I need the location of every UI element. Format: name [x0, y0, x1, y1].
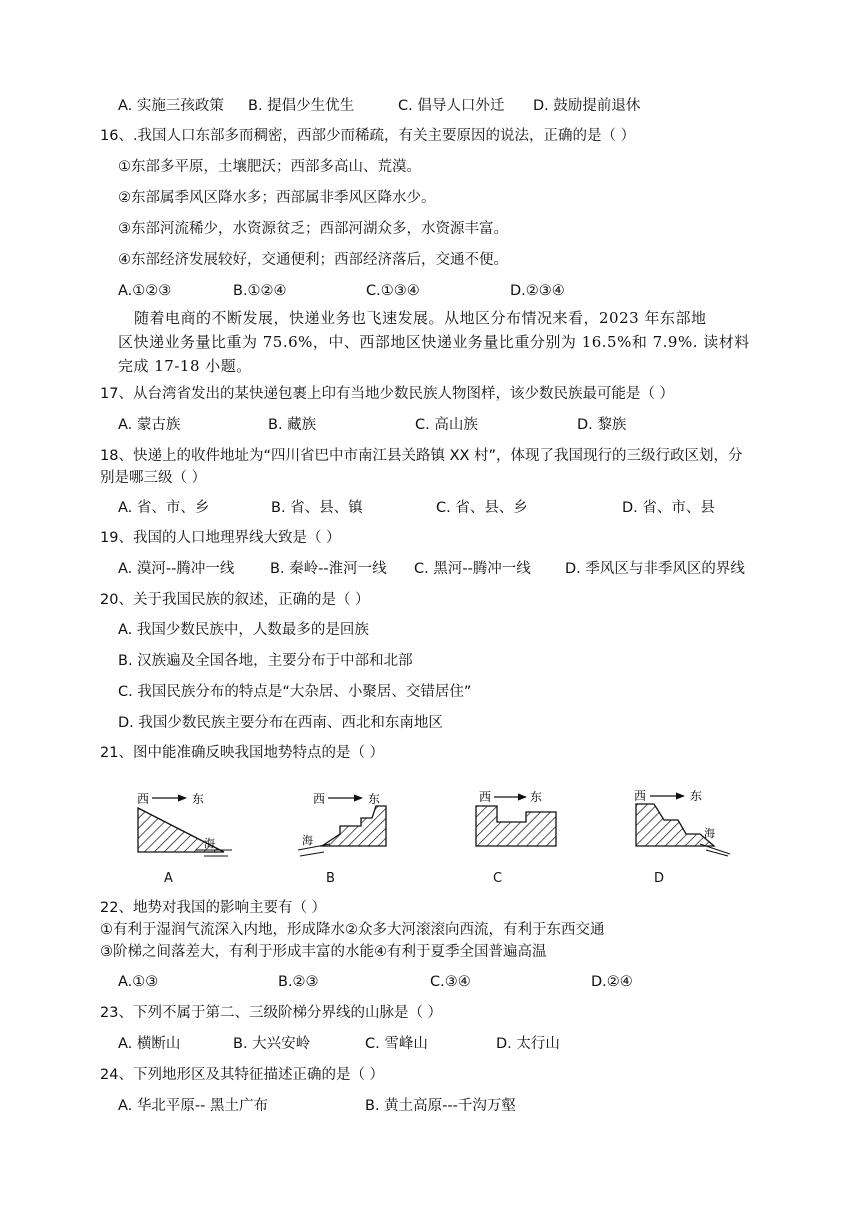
diagram-c-label: C	[493, 871, 503, 886]
q16-statement-2: ②东部属季风区降水多；西部属非季风区降水少。	[118, 190, 436, 206]
q18-stem-line2: 别是哪三级（ ）	[100, 470, 207, 486]
diagram-b-east-label: 东	[368, 792, 381, 806]
q22-line-1: ①有利于湿润气流深入内地，形成降水②众多大河滚滚向西流，有利于东西交通	[100, 922, 605, 938]
diagram-d-west-label: 西	[634, 789, 647, 803]
q18-stem-line1: 18、快递上的收件地址为“四川省巴中市南江县关路镇 XX 村”，体现了我国现行的三级行政区划，分	[100, 448, 743, 464]
q20-stem: 20、关于我国民族的叙述，正确的是（ ）	[100, 592, 370, 608]
q22-line-2: ③阶梯之间落差大，有利于形成丰富的水能④有利于夏季全国普遍高温	[100, 944, 547, 960]
diagram-c-east-label: 东	[530, 790, 543, 804]
q22-option-c: C.③④	[430, 974, 471, 990]
q18-option-b: B. 省、县、镇	[271, 500, 363, 516]
passage	[118, 306, 778, 378]
q24-option-b: B. 黄土高原---千沟万壑	[365, 1098, 516, 1114]
q24-stem: 24、下列地形区及其特征描述正确的是（ ）	[100, 1067, 385, 1083]
q16-statement-1: ①东部多平原，土壤肥沃；西部多高山、荒漠。	[118, 159, 421, 175]
q15-option-d: D. 鼓励提前退休	[533, 98, 641, 114]
q19-option-c: C. 黑河--腾冲一线	[414, 561, 531, 577]
q18-option-c: C. 省、县、乡	[436, 500, 528, 516]
q20-option-d: D. 我国少数民族主要分布在西南、西北和东南地区	[118, 715, 443, 731]
q16-statement-3: ③东部河流稀少，水资源贫乏；西部河湖众多，水资源丰富。	[118, 221, 508, 237]
q15-option-c: C. 倡导人口外迁	[398, 98, 505, 114]
q16-option-a: A.①②③	[118, 283, 172, 299]
q23-option-a: A. 横断山	[118, 1036, 181, 1052]
diagram-d-label: D	[654, 871, 665, 886]
q15-option-b: B. 提倡少生优生	[248, 98, 355, 114]
q17-option-d: D. 黎族	[577, 417, 627, 433]
q24-option-a: A. 华北平原-- 黑土广布	[118, 1098, 268, 1114]
q16-option-d: D.②③④	[510, 283, 565, 299]
diagram-a-label: A	[164, 871, 173, 886]
q22-stem: 22、地势对我国的影响主要有（ ）	[100, 900, 327, 916]
q18-option-d: D. 省、市、县	[622, 500, 715, 516]
q16-option-b: B.①②④	[233, 283, 287, 299]
q23-option-d: D. 太行山	[496, 1036, 560, 1052]
q16-statement-4: ④东部经济发展较好，交通便利；西部经济落后，交通不便。	[118, 252, 508, 268]
diagram-d	[634, 789, 730, 856]
q17-option-c: C. 高山族	[415, 417, 478, 433]
q20-option-a: A. 我国少数民族中，人数最多的是回族	[118, 622, 369, 638]
q19-stem: 19、我国的人口地理界线大致是（ ）	[100, 530, 341, 546]
q19-option-d: D. 季风区与非季风区的界线	[565, 561, 745, 577]
q16-stem: 16、.我国人口东部多而稠密，西部少而稀疏，有关主要原因的说法，正确的是（ ）	[100, 128, 636, 144]
q18-option-a: A. 省、市、乡	[118, 500, 210, 516]
q20-option-b: B. 汉族遍及全国各地，主要分布于中部和北部	[118, 653, 413, 669]
diagram-b	[298, 792, 386, 856]
diagram-c	[476, 790, 556, 846]
q22-option-b: B.②③	[278, 974, 319, 990]
diagram-b-sea-label: 海	[302, 834, 313, 847]
diagram-d-sea-label: 海	[704, 827, 715, 840]
q17-option-b: B. 藏族	[268, 417, 317, 433]
diagram-d-east-label: 东	[690, 789, 703, 803]
diagram-b-label: B	[326, 871, 335, 886]
q16-option-c: C.①③④	[366, 283, 420, 299]
q22-option-a: A.①③	[118, 974, 159, 990]
diagram-a-sea-label: 海	[204, 837, 215, 850]
terrain-diagrams	[0, 778, 867, 898]
diagram-a-east-label: 东	[192, 792, 205, 806]
passage-line-3: 完成 17-18 小题。	[118, 357, 252, 375]
q17-option-a: A. 蒙古族	[118, 417, 181, 433]
q23-stem: 23、下列不属于第二、三级阶梯分界线的山脉是（ ）	[100, 1005, 443, 1021]
diagram-a	[137, 792, 232, 856]
q20-option-c: C. 我国民族分布的特点是“大杂居、小聚居、交错居住”	[118, 684, 472, 700]
q22-option-d: D.②④	[591, 974, 633, 990]
q19-option-b: B. 秦岭--淮河一线	[270, 561, 387, 577]
passage-line-1: 随着电商的不断发展，快递业务也飞速发展。从地区分布情况来看，2023 年东部地	[134, 309, 707, 327]
q17-stem: 17、从台湾省发出的某快递包裹上印有当地少数民族人物图样，该少数民族最可能是（ ）	[100, 386, 675, 402]
passage-line-2: 区快递业务量比重为 75.6%，中、西部地区快递业务量比重分别为 16.5%和 7.9%. 读材料	[118, 333, 750, 351]
diagram-a-west-label: 西	[137, 792, 150, 806]
q23-option-b: B. 大兴安岭	[233, 1036, 311, 1052]
q21-stem: 21、图中能准确反映我国地势特点的是（ ）	[100, 745, 385, 761]
diagram-b-west-label: 西	[313, 792, 326, 806]
diagram-c-west-label: 西	[479, 790, 492, 804]
q23-option-c: C. 雪峰山	[365, 1036, 428, 1052]
q15-option-a: A. 实施三孩政策	[118, 98, 224, 114]
q19-option-a: A. 漠河--腾冲一线	[118, 561, 235, 577]
